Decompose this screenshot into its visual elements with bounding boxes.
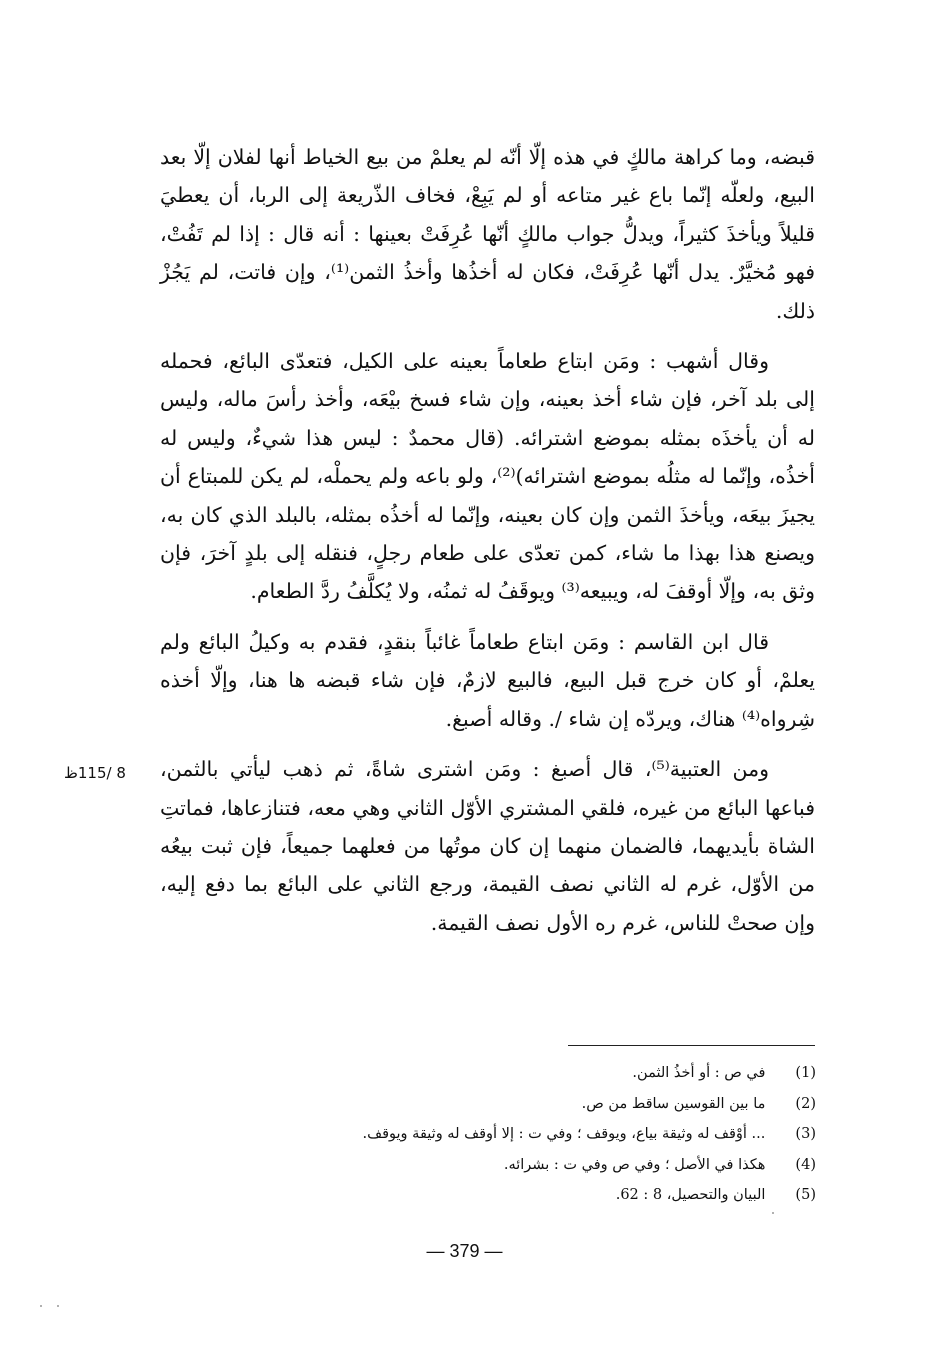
footnote-text: ... أوْقف له وثيقة بياع، ويوقف ؛ وفي ت : إلا أوقف له وثيقة ويوقف.	[362, 1126, 766, 1142]
paragraph-3: قال ابن القاسم : ومَن ابتاع طعاماً غائباً بنقدٍ، فقدم به وكيلُ البائع ولم يعلمْ، أو كان خرج قبل البيع، فالبيع لازمٌ، فإن شاء قبضه ها هنا، وإلّا أخذه شِرواه⁽⁴⁾ هناك، ويردّه إن شاء /. وقاله أصبغ.	[160, 629, 815, 731]
footnote-number: (4)	[795, 1156, 816, 1173]
footnote-text: في ص : أو أخذُ الثمن.	[632, 1065, 766, 1081]
folio-marginal-note: 8 /115ظ	[64, 764, 126, 782]
footnote	[296, 1058, 816, 1089]
paragraph-1: قبضه، وما كراهة مالكٍ في هذه إلّا أنّه لم يعلمْ من بيع الخياط أنها لفلان إلّا بعد البيع، ولعلّه إنّما باع غير متاعه أو لم يَبِعْ، فخاف الذّريعة إلى الربا، أن يعطيَ قليلاً ويأخذَ كثيراً، ويدلُّ جواب مالكٍ أنّها عُرِفَتْ بعينها : أنه قال : إذا لم تَفُتْ، فهو مُخيَّرٌ. يدل أنّها عُرِفَتْ، فكان له أخذُها وأخذُ الثمن⁽¹⁾، وإن فاتت، لم يَجُزْ ذلك.	[160, 145, 815, 323]
footnote-text: ما بين القوسين ساقط من ص.	[581, 1095, 766, 1112]
paragraph-2: وقال أشهب : ومَن ابتاع طعاماً بعينه على الكيل، فتعدّى البائع، فحمله إلى بلد آخر، فإن شاء أخذ بعينه، وإن شاء فسخ بيْعَه، وأخذ رأسَ ماله، وليس له أن يأخذَه بمثله بموضع اشترائه. (قال محمدٌ : ليس هذا شيءٌ، وليس له أخذُه، وإنّما له مثلُه بموضع اشترائه)⁽²⁾، ولو باعه ولم يحملْه، لم يكن للمبتاع أن يجيزَ بيعَه، ويأخذَ الثمن وإن كان بعينه، وإنّما له أخذُه بمثله، بالبلد الذي كان به، ويصنع هذا بهذا ما شاء، كمن تعدّى على طعام رجلٍ، فنقله إلى بلدٍ آخرَ، فإن وثق به، وإلّا أوقفَ له، ويبيعه⁽³⁾ ويوقَفُ له ثمنُه، ولا يُكلَّفُ ردَّ الطعام.	[160, 349, 816, 604]
footnote	[296, 1089, 816, 1120]
footnote	[296, 1180, 816, 1211]
footnote	[296, 1119, 816, 1150]
scan-speck	[40, 1305, 42, 1307]
footnote-number: (2)	[795, 1095, 816, 1112]
scan-speck	[772, 1212, 774, 1214]
footnote-number: (5)	[795, 1187, 816, 1203]
page-number: — 379 —	[426, 1241, 503, 1261]
footnote-number: (3)	[795, 1126, 816, 1142]
footnote	[296, 1150, 816, 1181]
main-text	[160, 138, 815, 954]
footnotes	[296, 1058, 816, 1211]
footnote-text: هكذا في الأصل ؛ وفي ص وفي ت : بشرائه.	[503, 1156, 766, 1173]
paragraph-4: ومن العتبية⁽⁵⁾، قال أصبغ : ومَن اشترى شاةً، ثم ذهب ليأتي بالثمن، فباعها البائع من غيره، فلقي المشتري الأوّل الثاني وهي معه، فتنازعاها، فماتتِ الشاة بأيديهما، فالضمان منهما إن كان موتُها من فعلهما جميعاً، فإن ثبت بيعُه من الأوّل، غرم له الثاني نصف القيمة، ورجع الثاني على البائع بما دفع إليه، وإن صحتْ للناس، غرم ره الأول نصف القيمة.	[160, 757, 815, 935]
footnote-number: (1)	[795, 1065, 816, 1081]
scan-speck	[57, 1305, 59, 1307]
footnote-text: البيان والتحصيل، 8 : 62.	[615, 1187, 766, 1203]
footnote-separator	[568, 1045, 815, 1046]
